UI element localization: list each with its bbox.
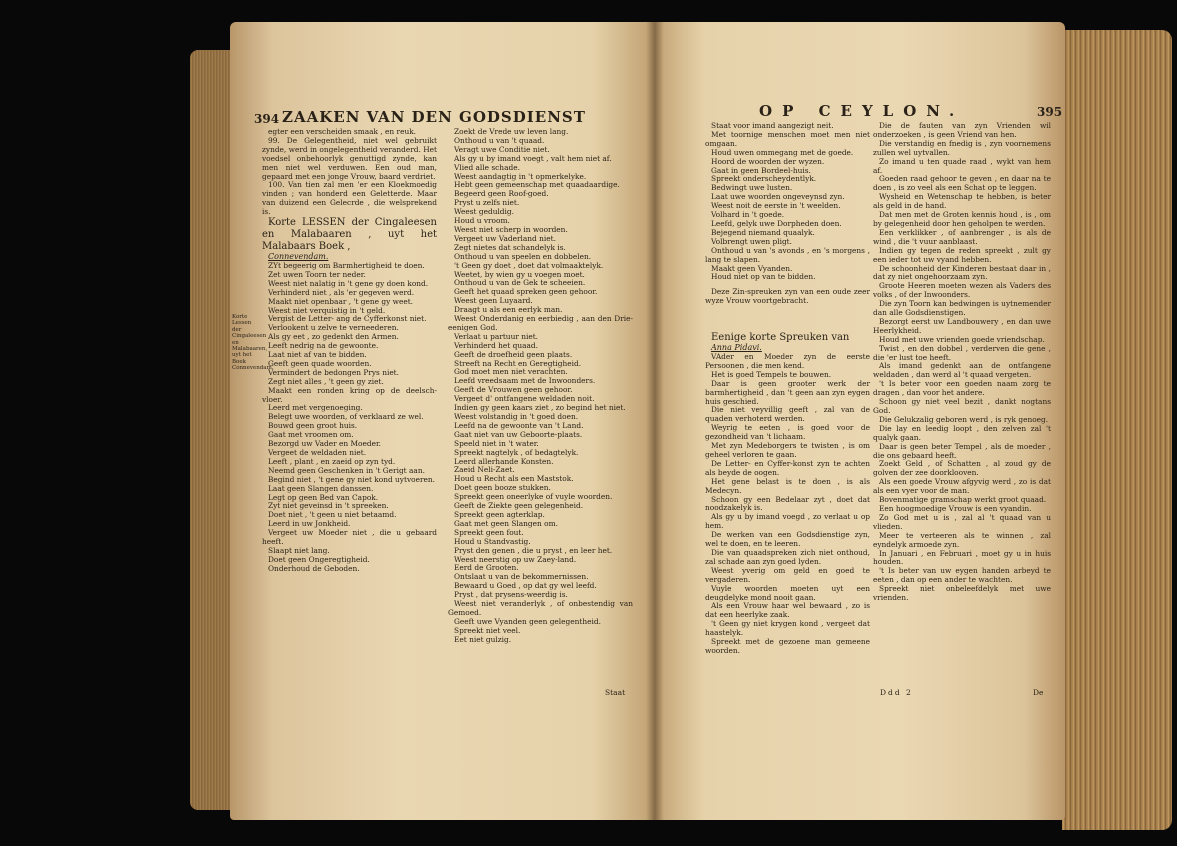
- saying-line: Die de fauten van zyn Vrienden wil onderzoeken , is geen Vriend van hen.: [873, 121, 1051, 139]
- text-paragraph: 100. Van tien zal men 'er een Kloekmoedig vinden ; van honderd een Geletterde. Maar van duizend een Gelecrde , die welsprekend is.: [262, 180, 437, 217]
- right-signature: Ddd 2: [880, 688, 913, 697]
- lesson-line: Leeft , plant , en zaeid op zyn tyd.: [268, 456, 396, 466]
- lesson-line: Zegt niet alles , 't geen gy ziet.: [268, 376, 384, 386]
- lesson-line: Draagt u als een eerlyk man.: [454, 305, 563, 315]
- left-page: [230, 22, 655, 820]
- saying-line: Weyrig te eeten , is goed voor de gezondheid van 't lichaam.: [705, 423, 870, 442]
- lesson-line: ZYt begeerig om Barmhertigheid te doen.: [268, 260, 425, 270]
- saying-line: Die van quaadspreken zich niet onthoud, zal schade aan zyn goed lyden.: [705, 547, 870, 566]
- saying-line: Zo imand u ten quade raad , wykt van hem af.: [873, 156, 1051, 175]
- lesson-line: Vergeet d' ontfangene weldaden noit.: [454, 394, 595, 404]
- lesson-line: Geeft het quaad spreken geen gehoor.: [454, 287, 598, 297]
- lesson-line: Houd u Standvastig.: [454, 536, 531, 546]
- book-gutter: [646, 22, 664, 820]
- saying-line: Als een goede Vrouw afgyvig werd , zo is dat als een vyer voor de man.: [873, 477, 1051, 496]
- saying-line: Als een Vrouw haar wel bewaard , zo is dat een heerlyke zaak.: [705, 601, 870, 620]
- lesson-line: Pryst u zelfs niet.: [454, 198, 520, 208]
- lesson-line: Staat voor imand aangezigt neit.: [711, 121, 834, 130]
- lesson-line: Veragt uwe Conditie niet.: [454, 144, 550, 154]
- lesson-line: Pryst den genen , die u pryst , en leer het.: [454, 545, 613, 555]
- lesson-line: God moet men niet verachten.: [454, 367, 568, 377]
- saying-line: Weest yverig om geld en goed te vergaderen.: [705, 565, 870, 584]
- lesson-line: Weetet, by wien gy u voegen moet.: [454, 269, 585, 279]
- saying-line: Zoekt Geld , of Schatten , al zoud gy de golven der zee doorklooven.: [873, 459, 1051, 478]
- saying-line: Indien gy tegen de reden spreekt , zult gy een ieder tot uw vyand hebben.: [873, 245, 1051, 264]
- lesson-line: Als gy u by imand voegt , valt hem niet af.: [454, 153, 612, 163]
- saying-line: Schoon gy een Bedelaar zyt , doet dat noodzakelyk is.: [705, 494, 870, 513]
- lesson-line: Leerd in uw Jonkheid.: [268, 519, 351, 529]
- lesson-line: Ontslaat u van de bekommernissen.: [454, 572, 589, 582]
- saying-line: 't Is beter van uw eygen handen arbeyd te eeten , dan op een ander te wachten.: [873, 566, 1051, 585]
- lesson-line: Zet uwen Toorn ter neder.: [268, 269, 366, 279]
- lesson-line: Vlied alle schade.: [454, 162, 520, 172]
- lesson-line: Legt op geen Bed van Capok.: [268, 492, 379, 502]
- lesson-line: Belegt uwe woorden, of verklaard ze wel.: [268, 412, 424, 422]
- right-column-2: [873, 122, 1051, 603]
- saying-line: VAder en Moeder zyn de eerste Persoonen , die men kend.: [705, 352, 870, 370]
- lesson-line: Bejegend niemand quaalyk.: [711, 227, 815, 237]
- saying-line: Het gene belast is te doen , is als Medecyn.: [705, 476, 870, 495]
- saying-line: Die zyn Toorn kan bedwingen is uytnemender dan alle Godsdienstigen.: [873, 299, 1051, 318]
- lesson-line: Houd u vroom.: [454, 216, 510, 226]
- saying-line: De schoonheid der Kinderen bestaat daar in , dat zy niet ongehoorzaam zyn.: [873, 263, 1051, 282]
- saying-line: Die verstandig en fnedig is , zyn voornemens zullen wel uytvallen.: [873, 138, 1051, 157]
- lesson-line: Houd niet op van te bidden.: [711, 272, 816, 282]
- lesson-line: Onthoud u van speelen en dobbelen.: [454, 251, 592, 261]
- saying-line: De Letter- en Cyffer-konst zyn te achten als beyde de oogen.: [705, 458, 870, 477]
- saying-line: Goeden raad gehoor te geven , en daar na te doen , is zo veel als een Schat op te leggen.: [873, 174, 1051, 193]
- right-catchword: De: [1033, 688, 1044, 697]
- lesson-line: Bewaard u Goed , op dat gy wel leefd.: [454, 581, 597, 591]
- lesson-line: Laat geen Slangen danssen.: [268, 483, 374, 493]
- saying-line: Die lay en leedig loopt , den zelven zal 't qualyk gaan.: [873, 423, 1051, 442]
- lesson-line: Weest aandagtig in 't opmerkelyke.: [454, 171, 587, 181]
- lesson-line: Vergeet uw Vaderland niet.: [454, 233, 556, 243]
- saying-line: Houd met uwe vrienden goede vriendschap.: [879, 334, 1045, 344]
- lesson-line: Doet geen booze stukken.: [454, 483, 551, 493]
- lesson-line: Weest niet scherp in woorden.: [454, 224, 568, 234]
- lesson-line: Verlookent u zelve te verneederen.: [268, 323, 399, 333]
- lesson-line: Verhinderd niet , als 'er gegeven werd.: [268, 287, 415, 297]
- lesson-line: Geeft de droefheid geen plaats.: [454, 349, 573, 359]
- left-section-subtitle: Connevendam.: [268, 252, 329, 262]
- lesson-line: Weest niet veranderlyk , of onbestendig van Gemoed.: [448, 599, 633, 617]
- saying-line: Met zyn Medeborgers te twisten , is om geheel verloren te gaan.: [705, 441, 870, 459]
- left-section-title: Korte LESSEN der Cingaleesen en Malabaaren , uyt het Malabaars Boek ,: [262, 217, 437, 253]
- text-paragraph: 99. De Gelegentheid, niet wel gebruikt zynde, werd in ongelegentheid veranderd. Het voedsel onbehoorlyk genuttigd zynde, kan men niet wel verduwen. Een oud man, gepaard met een jonge Vrouw, baard verdriet.: [262, 135, 437, 181]
- lesson-line: Zegt nietes dat schandelyk is.: [454, 242, 566, 252]
- lesson-line: Met toornige menschen moet men niet omgaan.: [705, 129, 870, 148]
- lesson-line: Streeft na Recht en Geregtigheid.: [454, 358, 582, 368]
- saying-line: Die Gelukzalig geboren werd , is ryk genoeg.: [879, 414, 1049, 424]
- lesson-line: Doet geen Ongeregtigheid.: [268, 554, 370, 564]
- saying-line: In Januari , en Februari , moet gy u in huis houden.: [873, 548, 1051, 567]
- right-page-number: 395: [1037, 105, 1063, 119]
- right-page: [655, 22, 1065, 820]
- left-page-number: 394: [254, 112, 280, 126]
- lesson-line: Spreekt nagtelyk , of bedagtelyk.: [454, 447, 579, 457]
- lesson-line: Spreekt geen agterklap.: [454, 509, 545, 519]
- lesson-line: Hebt geen gemeenschap met quaadaardige.: [454, 180, 620, 190]
- saying-line: Spreekt met de gezoene man gemeene woorden.: [705, 637, 870, 655]
- right-closing-note: Deze Zin-spreuken zyn van een oude zeer wyze Vrouw voortgebracht.: [705, 287, 870, 306]
- lesson-line: Weest niet nalatig in 't gene gy doen kond.: [268, 278, 429, 288]
- saying-line: Bovenmatige gramschap werkt groot quaad.: [879, 495, 1047, 505]
- lesson-line: Vergist de Letter- ang de Cyfferkonst niet.: [268, 314, 427, 324]
- left-page-edges: [190, 50, 235, 810]
- lesson-line: Weest Onderdanig en eerbiedig , aan den Drie-eenigen God.: [448, 314, 633, 332]
- right-running-head: OP CEYLON.: [759, 102, 965, 120]
- lesson-line: Hoord de woorden der wyzen.: [711, 156, 825, 166]
- lesson-line: Zoekt de Vrede uw leven lang.: [454, 127, 569, 136]
- saying-line: Twist , en den dobbel , verderven die gene , die 'er lust toe heeft.: [873, 343, 1051, 362]
- lesson-line: Gaat met geen Slangen om.: [454, 518, 558, 528]
- lesson-line: Eet niet gulzig.: [454, 634, 512, 644]
- lesson-line: Vergeet uw Moeder niet , die u gebaard heeft.: [262, 528, 437, 547]
- saying-line: Bezorgt eerst uw Landbouwery , en dan uwe Heerlykheid.: [873, 316, 1051, 335]
- lesson-line: Leefd vreedsaam met de Inwoonders.: [454, 376, 596, 386]
- saying-line: Meer te verteeren als te winnen , zal eyndelyk armoede zyn.: [873, 530, 1051, 549]
- saying-line: Daar is geen grooter werk der barmhertigheid , dan 't geen aan zyn eygen huis geschied.: [705, 378, 870, 406]
- left-margin-note: Korte Lessen der Cingaleesen en Malabaaren, uyt het Boek Connevendam.: [232, 314, 274, 372]
- lesson-line: Leeft nedrig na de gewoonte.: [268, 341, 379, 351]
- lesson-line: Gaat met vroomen om.: [268, 430, 354, 440]
- left-column-1: [262, 128, 437, 574]
- saying-line: Wysheid en Wetenschap te hebben, is beter als geld in de hand.: [873, 192, 1051, 211]
- lesson-line: Doet niet , 't geen u niet betaamd.: [268, 510, 397, 520]
- lesson-line: Houd u Recht als een Maststok.: [454, 474, 574, 484]
- lesson-line: Leerd met vergenoeging.: [268, 403, 363, 413]
- right-column-1: [705, 122, 870, 656]
- saying-line: De werken van een Godsdienstige zyn, wel te doen, en te leeren.: [705, 530, 870, 549]
- saying-line: 't Is beter voor een goeden naam zorg te dragen , dan voor het andere.: [873, 379, 1051, 398]
- saying-line: Een hoogmoedige Vrouw is een vyandin.: [879, 503, 1032, 513]
- text-paragraph: egter een verscheiden smaak , en reuk.: [268, 127, 417, 136]
- lesson-line: Begeerd geen Roof-goed.: [454, 189, 549, 199]
- lesson-line: Bedwingt uwe lusten.: [711, 183, 793, 193]
- lesson-line: Weest geen Luyaard.: [454, 296, 533, 306]
- lesson-line: Weest neerstig op uw Zaey-land.: [454, 554, 577, 564]
- right-page-edges: [1062, 30, 1172, 830]
- lesson-line: Maakt niet openbaar , 't gene gy weet.: [268, 296, 414, 306]
- lesson-line: Indien gy geen kaars ziet , zo begind het niet.: [454, 403, 626, 413]
- saying-line: Een verklikker , of aanbrenger , is als de wind , die 't vuur aanblaast.: [873, 227, 1051, 246]
- lesson-line: Vermindert de bedongen Prys niet.: [268, 367, 400, 377]
- lesson-line: Vergeet de weldaden niet.: [268, 448, 367, 457]
- lesson-line: Laat niet af van te bidden.: [268, 350, 367, 360]
- lesson-line: Leerd allerhande Konsten.: [454, 456, 554, 466]
- lesson-line: Bouwd geen groot huis.: [268, 421, 358, 431]
- saying-line: 't Geen gy niet krygen kond , vergeet dat haastelyk.: [705, 619, 870, 638]
- left-catchword: Staat: [605, 688, 626, 697]
- saying-line: Schoon gy niet veel bezit , dankt nogtans God.: [873, 397, 1051, 415]
- lesson-line: Neemd geen Geschenken in 't Gerigt aan.: [268, 465, 425, 475]
- lesson-line: Bezorgd uw Vader en Moeder.: [268, 439, 382, 449]
- lesson-line: Weest volstandig in 't goed doen.: [454, 412, 579, 421]
- lesson-line: Onderhoud de Geboden.: [268, 563, 360, 573]
- lesson-line: Weest niet verquistig in 't geld.: [268, 305, 386, 315]
- left-running-head: ZAAKEN VAN DEN GODSDIENST: [282, 108, 586, 126]
- lesson-line: Leefd, gelyk uwe Dorpheden doen.: [711, 218, 842, 228]
- lesson-line: Geeft de Ziekte geen gelegenheid.: [454, 501, 584, 511]
- lesson-line: Laat uwe woorden ongeveynsd zyn.: [711, 192, 845, 202]
- left-column-2: [448, 128, 633, 645]
- lesson-line: Houd uwen ommegang met de goede.: [711, 147, 854, 157]
- lesson-line: Volbrengt uwen pligt.: [711, 236, 792, 246]
- right-section-subtitle: Anna Pidavi.: [711, 343, 762, 353]
- lesson-line: Leefd na de gewoonte van 't Land.: [454, 420, 584, 430]
- right-section-title: Eenige korte Spreuken van: [711, 332, 850, 344]
- lesson-line: 't Geen gy doet , doet dat volmaaktelyk.: [454, 260, 604, 270]
- lesson-line: Volhard in 't goede.: [711, 210, 785, 220]
- lesson-line: Pryst , dat prysens-weerdig is.: [454, 590, 568, 600]
- saying-line: Daar is geen beter Tempel , als de moeder , die ons gebaard heeft.: [873, 441, 1051, 460]
- lesson-line: Geeft geen quade woorden.: [268, 358, 372, 368]
- saying-line: Het is goed Tempels te bouwen.: [711, 369, 832, 379]
- saying-line: Die niet veyvillig geeft , zal van de quaden verhoterd werden.: [705, 405, 870, 424]
- lesson-line: Geeft de Vrouwen geen gehoor.: [454, 385, 573, 395]
- saying-line: Groote Heeren moeten wezen als Vaders des volks , of der Inwoonders.: [873, 281, 1051, 300]
- saying-line: Spreekt niet onbeleefdelyk met uwe vrienden.: [873, 584, 1051, 603]
- saying-line: Dat men met de Groten kennis houd , is , om by gelegenheid door hen geholpen te werden.: [873, 210, 1051, 228]
- lesson-line: Onthoud u van 't quaad.: [454, 135, 545, 145]
- lesson-line: Spreekt geen oneerlyke of vuyle woorden.: [454, 492, 613, 502]
- lesson-line: Speeld niet in 't water.: [454, 438, 539, 448]
- saying-line: Vuyle woorden moeten uyt een deugdelyke mond nooit gaan.: [705, 583, 870, 602]
- lesson-line: Weest geduldig.: [454, 207, 514, 217]
- lesson-line: Maakt geen Vyanden.: [711, 263, 793, 273]
- lesson-line: Spreekt niet veel.: [454, 625, 521, 635]
- lesson-line: Weest noit de eerste in 't weelden.: [711, 201, 841, 211]
- lesson-line: Spreekt onderscheydentlyk.: [711, 174, 817, 184]
- lesson-line: Verhinderd het quaad.: [454, 340, 539, 350]
- lesson-line: Slaapt niet lang.: [268, 545, 330, 555]
- lesson-line: Begind niet , 't gene gy niet kond uytvoeren.: [268, 474, 435, 484]
- lesson-line: Als gy eet , zo gedenkt den Armen.: [268, 332, 399, 342]
- saying-line: Als imand gedenkt aan de ontfangene weldaden , dan werd al 't quaad vergeten.: [873, 361, 1051, 380]
- lesson-line: Gaat niet van uw Geboorte-plaats.: [454, 429, 583, 439]
- lesson-line: Maakt een ronden kring op de deelsch- vloer.: [262, 385, 437, 404]
- lesson-line: Zaeid Neli-Zaet.: [454, 465, 515, 475]
- open-book: [50, 10, 1177, 832]
- lesson-line: Onthoud u van 's avonds , en 's morgens , lang te slapen.: [705, 245, 870, 264]
- lesson-line: Zyt niet geveinsd in 't spreeken.: [268, 501, 389, 511]
- lesson-line: Spreekt geen fout.: [454, 527, 524, 537]
- lesson-line: Onthoud u van de Gek te scheeien.: [454, 278, 586, 288]
- saying-line: Zo God met u is , zal al 't quaad van u vlieden.: [873, 512, 1051, 531]
- lesson-line: Eerd de Grooten.: [454, 563, 519, 573]
- saying-line: Als gy u by imand voegd , zo verlaat u op hem.: [705, 512, 870, 531]
- lesson-line: Gaat in geen Bordeel-huis.: [711, 165, 811, 175]
- lesson-line: Verlaat u partuur niet.: [454, 331, 539, 341]
- lesson-line: Geeft uwe Vyanden geen gelegentheid.: [454, 616, 601, 626]
